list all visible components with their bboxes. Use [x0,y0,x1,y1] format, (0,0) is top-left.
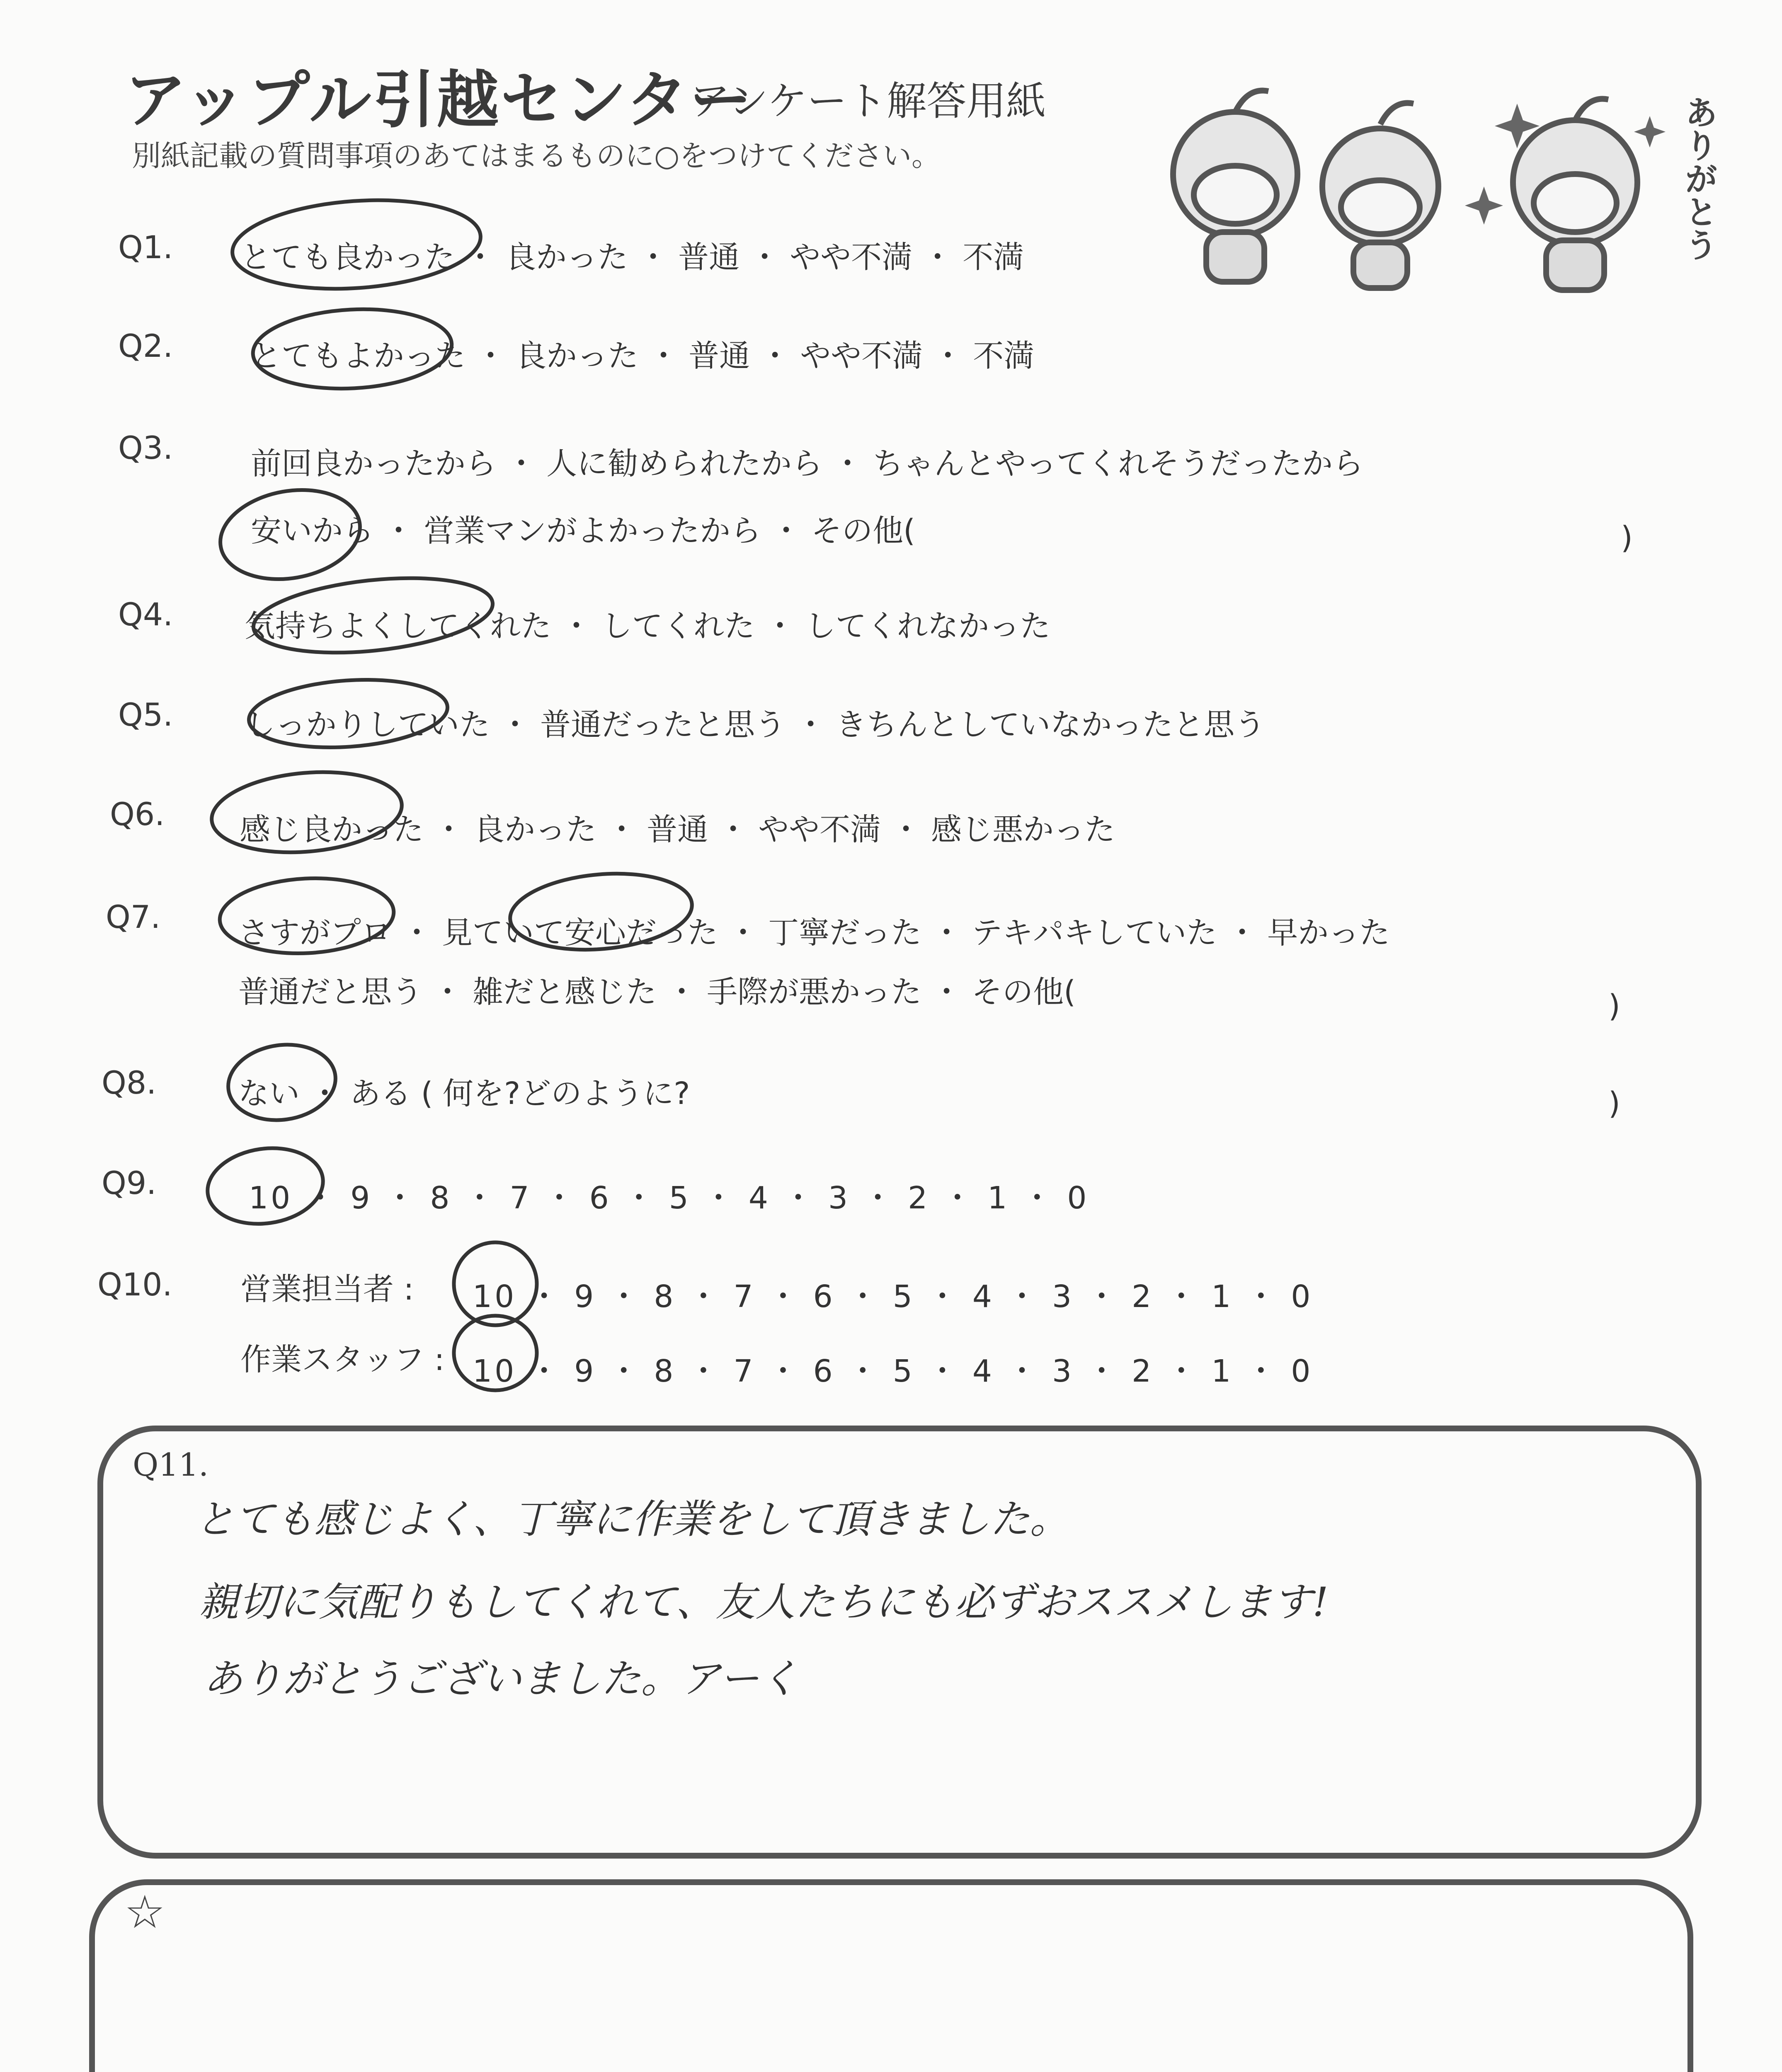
q2-answer-circle [251,305,453,394]
form-subtitle: アンケート解答用紙 [690,78,1046,124]
q1-label: Q1. [118,229,173,266]
q1-answer-circle [229,192,483,296]
q10-staff-label: 作業スタッフ : [240,1342,445,1377]
separator: ・ [932,338,963,374]
q1-option[interactable]: やや不満 [790,240,913,275]
q5-label: Q5. [118,696,173,733]
q11-comment-line: 親切に気配りもしてくれて、友人たちにも必ずおススメします! [199,1579,1329,1625]
q6-label: Q6. [110,796,165,833]
separator: ・ [749,240,780,275]
q10-staff-scale[interactable]: 10 ・ 9 ・ 8 ・ 7 ・ 6 ・ 5 ・ 4 ・ 3 ・ 2 ・ 1 ・ 0 [473,1353,1313,1389]
q2-option[interactable]: やや不満 [800,338,923,374]
star-comment-box[interactable] [89,1879,1693,2072]
q4-answer-circle [250,568,497,663]
thanks-badge: ありがとう [1679,95,1718,261]
q8-line1[interactable]: ない ・ ある ( 何を?どのように? [238,1076,690,1111]
q5-answer-circle [247,673,450,753]
q9-scale[interactable]: 10 ・ 9 ・ 8 ・ 7 ・ 6 ・ 5 ・ 4 ・ 3 ・ 2 ・ 1 ・ 0 [249,1180,1089,1216]
q1-option[interactable]: 良かった [505,240,628,275]
instruction-text: 別紙記載の質問事項のあてはまるものに○をつけてください。 [132,139,941,173]
q11-comment-line: ありがとうございました。アーく [203,1656,799,1702]
q3-line2[interactable]: 安いから ・ 営業マンがよかったから ・ その他( [251,513,915,549]
q8-label: Q8. [102,1064,157,1101]
company-title: アップル引越センター [124,64,754,136]
q2-label: Q2. [118,327,173,364]
q1-option[interactable]: とても良かった [240,240,455,275]
separator: ・ [465,240,496,275]
separator: ・ [648,338,679,374]
q6-line1[interactable]: 感じ良かった ・ 良かった ・ 普通 ・ やや不満 ・ 感じ悪かった [240,812,1115,847]
q3-label: Q3. [118,429,173,466]
q2-option[interactable]: 普通 [689,338,750,374]
q10-sales-scale[interactable]: 10 ・ 9 ・ 8 ・ 7 ・ 6 ・ 5 ・ 4 ・ 3 ・ 2 ・ 1 ・ 0 [473,1279,1313,1314]
q9-label: Q9. [102,1164,157,1201]
q2-option[interactable]: 良かった [516,338,639,374]
q6-answer-circle [209,765,405,859]
q7-line1[interactable]: さすがプロ ・ 見ていて安心だった ・ 丁寧だった ・ テキパキしていた ・ 早かった [238,915,1390,951]
separator: ・ [922,240,953,275]
q2-option[interactable]: 不満 [973,338,1035,374]
q7-answer-circle-a [218,874,396,958]
q3-line1[interactable]: 前回良かったから ・ 人に勧められたから ・ ちゃんとやってくれそうだったから [251,446,1364,482]
star-icon: ☆ [124,1886,165,1939]
q10-sales-label: 営業担当者 : [240,1271,414,1307]
q5-line1[interactable]: しっかりしていた ・ 普通だったと思う ・ きちんとしていなかったと思う [245,707,1266,743]
q10-sales-answer-circle [454,1242,537,1325]
q7-label: Q7. [106,898,161,935]
q7-answer-circle-b [507,867,695,957]
q4-line1[interactable]: 気持ちよくしてくれた ・ してくれた ・ してくれなかった [245,608,1051,644]
q11-comment-line: とても感じよく、丁寧に作業をして頂きました。 [195,1496,1070,1542]
q10-label: Q10. [97,1266,172,1303]
separator: ・ [638,240,669,275]
q9-answer-circle [203,1141,328,1231]
q3-answer-circle [213,479,367,590]
q7-line2[interactable]: 普通だと思う ・ 雑だと感じた ・ 手際が悪かった ・ その他( [238,974,1076,1010]
q4-label: Q4. [118,596,173,633]
q7-close-paren: ) [1608,988,1620,1024]
separator: ・ [759,338,790,374]
q2-option[interactable]: とてもよかった [251,338,466,374]
q8-close-paren: ) [1608,1086,1620,1121]
q8-answer-circle [223,1038,341,1127]
q1-option[interactable]: 普通 [678,240,740,275]
q3-close-paren: ) [1621,520,1633,556]
separator: ・ [475,338,506,374]
q1-option[interactable]: 不満 [963,240,1024,275]
q11-label: Q11. [133,1446,209,1483]
